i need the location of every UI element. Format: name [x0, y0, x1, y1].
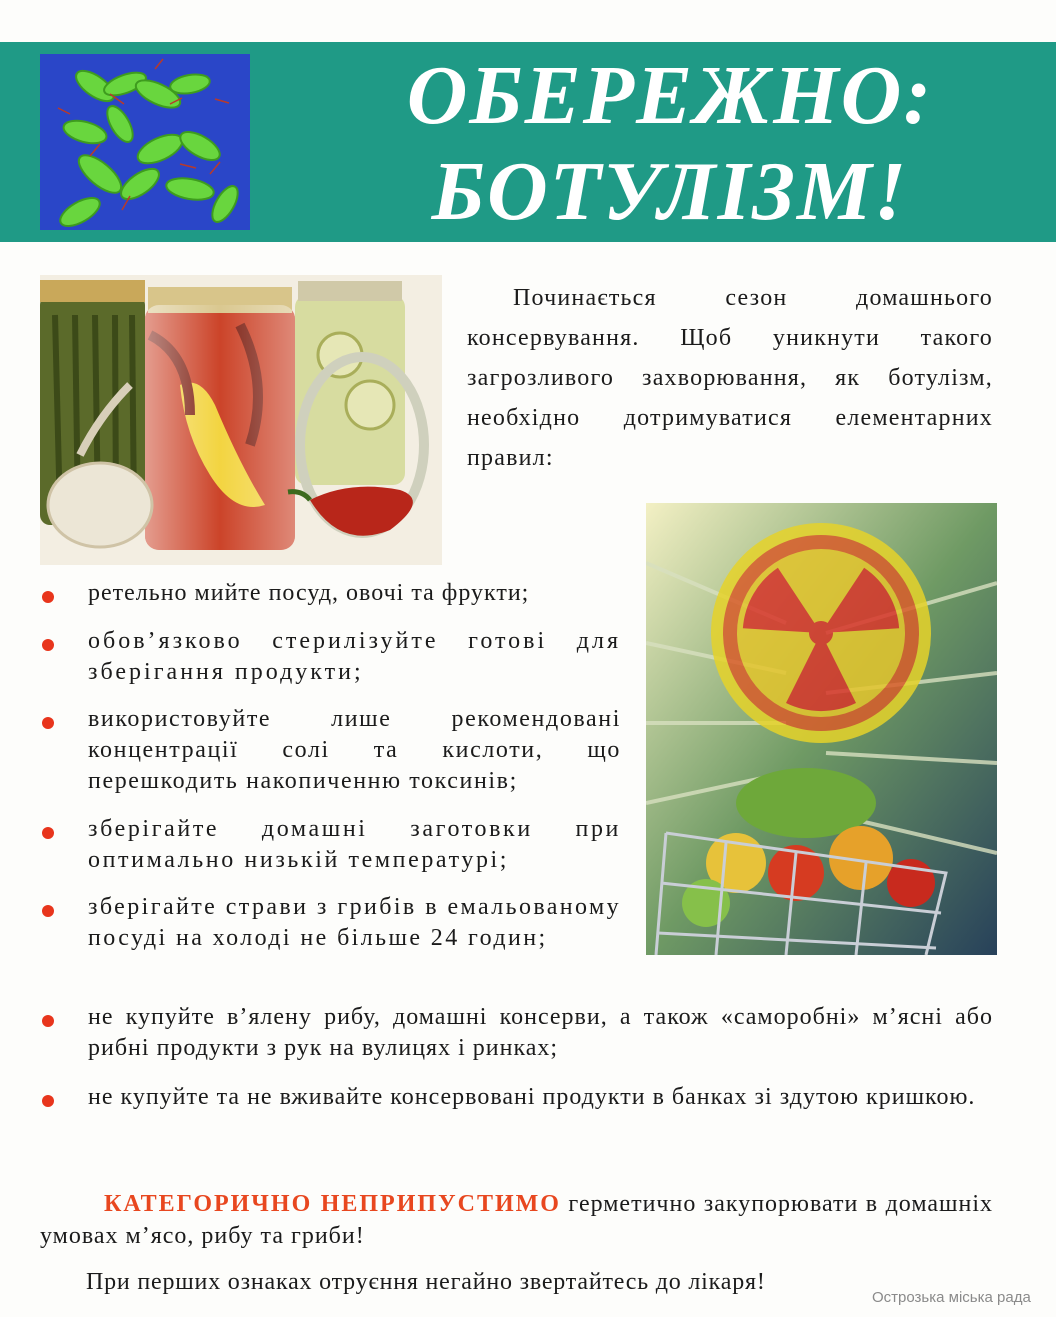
supermarket-photo	[646, 503, 997, 955]
bullet-icon	[42, 827, 54, 839]
warning-emphasis: КАТЕГОРИЧНО НЕПРИПУСТИМО	[104, 1191, 561, 1217]
rule-text: зберігайте страви з грибів в емальованому посуді на холоді не більше 24 годин;	[88, 894, 621, 951]
page-title	[300, 48, 1040, 240]
title-banner	[0, 42, 1056, 242]
bullet-icon	[42, 1015, 54, 1027]
intro-paragraph	[467, 278, 993, 478]
warning-paragraph	[40, 1188, 993, 1252]
rule-text: використовуйте лише рекомендовані концентрації солі та кислоти, що перешкодить накопиченню токсинів;	[88, 706, 621, 794]
bullet-icon	[42, 717, 54, 729]
bacteria-illustration	[40, 54, 250, 230]
bullet-icon	[42, 639, 54, 651]
rule-text: ретельно мийте посуд, овочі та фрукти;	[88, 580, 530, 606]
bullet-icon	[42, 905, 54, 917]
rule-text: обов’язково стерилізуйте готові для зберігання продукти;	[88, 628, 621, 685]
title-line-1: ОБЕРЕЖНО:	[406, 49, 934, 142]
rule-text: не купуйте в’ялену рибу, домашні консерви, а також «саморобні» м’ясні або рибні продукти з рук на вулицях і ринках;	[88, 1004, 993, 1061]
bullet-icon	[42, 1095, 54, 1107]
intro-text: Починається сезон домашнього консервування. Щоб уникнути такого загрозливого захворювання, як ботулізм, необхідно дотримуватися елементарних правил:	[467, 285, 993, 471]
bullet-icon	[42, 591, 54, 603]
title-line-2: БОТУЛІЗМ!	[431, 145, 909, 238]
preserved-jars-photo	[40, 275, 442, 565]
rule-text: зберігайте домашні заготовки при оптимально низькій температурі;	[88, 816, 621, 873]
warning-text: герметично закупорювати в домашніх умовах м’ясо, рибу та гриби!	[40, 1191, 993, 1249]
doctor-advice: При перших ознаках отруєння негайно звертайтесь до лікаря!	[86, 1269, 766, 1295]
watermark: Острозька міська рада	[872, 1289, 1031, 1306]
rule-text: не купуйте та не вживайте консервовані продукти в банках зі здутою кришкою.	[88, 1084, 976, 1110]
